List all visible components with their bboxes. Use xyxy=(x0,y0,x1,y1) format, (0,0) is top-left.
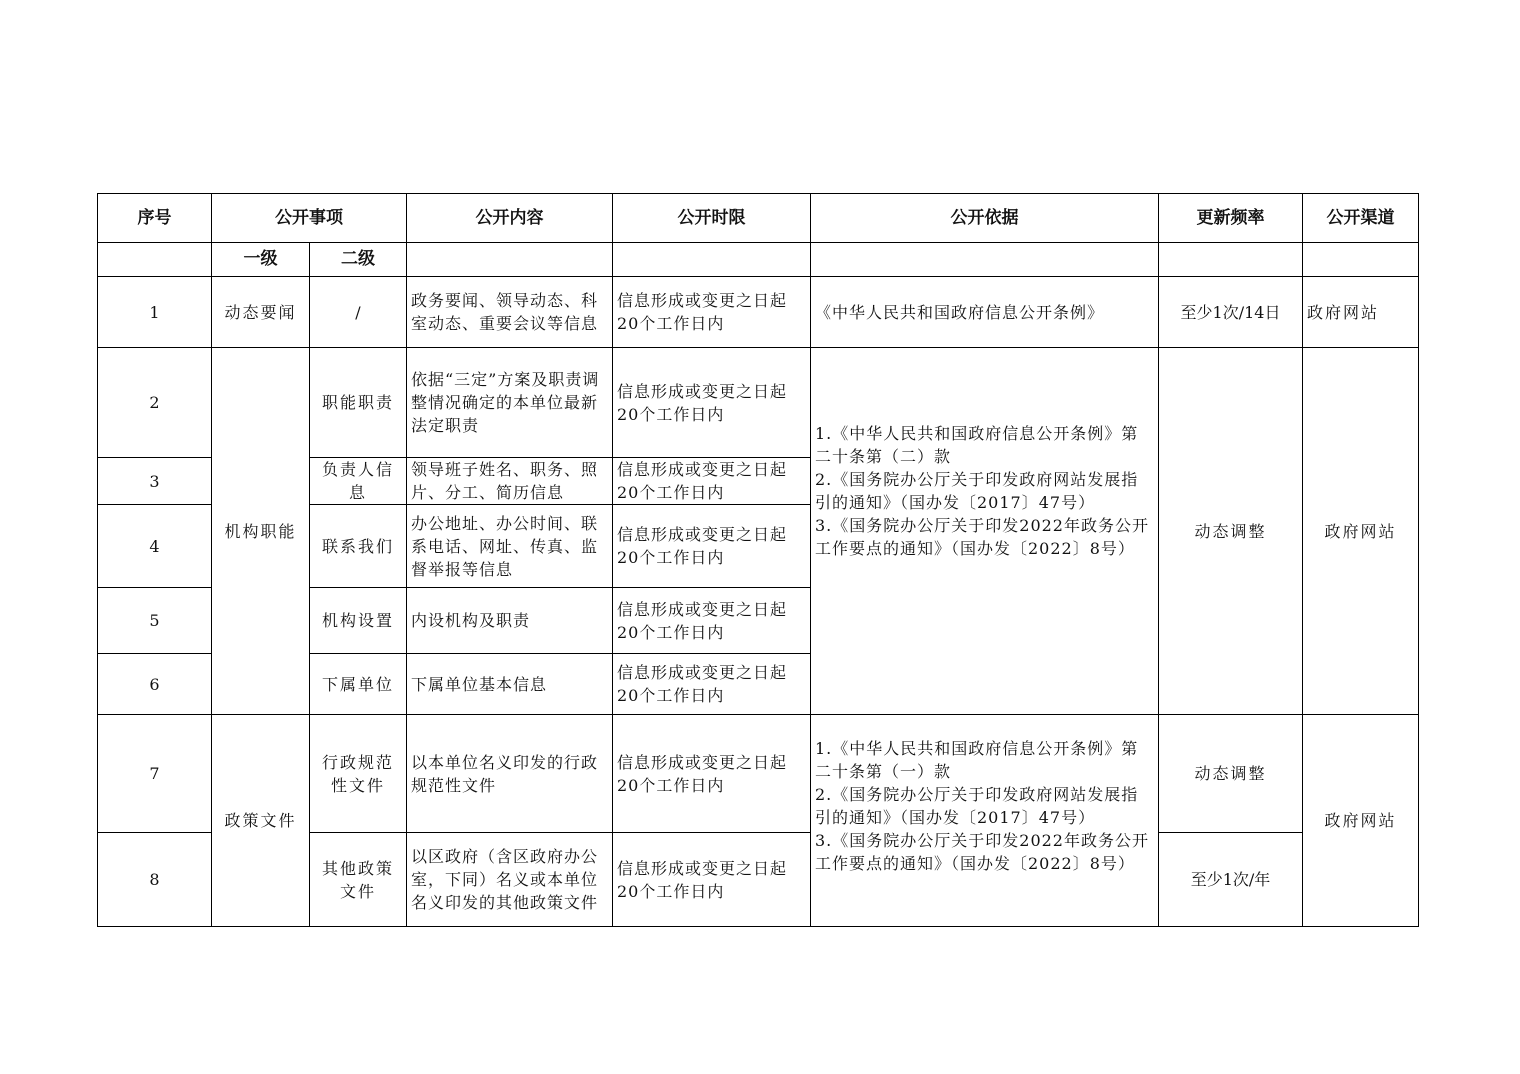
level2-cell: / xyxy=(310,277,407,348)
basis-line: 1.《中华人民共和国政府信息公开条例》第二十条第（二）款 xyxy=(815,424,1139,466)
channel-cell: 政府网站 xyxy=(1303,348,1419,715)
header-channel: 公开渠道 xyxy=(1303,194,1419,243)
empty-cell xyxy=(811,243,1159,277)
empty-cell xyxy=(1159,243,1303,277)
level2-cell: 其他政策文件 xyxy=(310,833,407,927)
frequency-cell: 动态调整 xyxy=(1159,348,1303,715)
header-frequency: 更新频率 xyxy=(1159,194,1303,243)
basis-cell-agency xyxy=(811,348,1159,715)
basis-line: 1.《中华人民共和国政府信息公开条例》第二十条第（一）款 xyxy=(815,739,1139,781)
content-cell: 办公地址、办公时间、联系电话、网址、传真、监督举报等信息 xyxy=(407,505,613,588)
header-time-limit: 公开时限 xyxy=(613,194,811,243)
basis-cell-policy xyxy=(811,715,1159,927)
frequency-cell: 动态调整 xyxy=(1159,715,1303,833)
basis-line: 2.《国务院办公厅关于印发政府网站发展指引的通知》（国办发〔2017〕47号） xyxy=(815,470,1139,512)
level2-cell: 下属单位 xyxy=(310,654,407,715)
header-item: 公开事项 xyxy=(212,194,407,243)
level2-cell: 行政规范性文件 xyxy=(310,715,407,833)
level2-cell: 机构设置 xyxy=(310,588,407,654)
empty-cell xyxy=(407,243,613,277)
seq-cell: 3 xyxy=(98,458,212,505)
time-limit-cell: 信息形成或变更之日起20个工作日内 xyxy=(613,458,811,505)
content-cell: 下属单位基本信息 xyxy=(407,654,613,715)
time-limit-cell: 信息形成或变更之日起20个工作日内 xyxy=(613,505,811,588)
basis-cell: 《中华人民共和国政府信息公开条例》 xyxy=(811,277,1159,348)
seq-cell: 4 xyxy=(98,505,212,588)
frequency-cell: 至少1次/年 xyxy=(1159,833,1303,927)
table-row xyxy=(98,277,1419,348)
header-row xyxy=(98,194,1419,243)
content-cell: 政务要闻、领导动态、科室动态、重要会议等信息 xyxy=(407,277,613,348)
channel-cell: 政府网站 xyxy=(1303,715,1419,927)
empty-cell xyxy=(613,243,811,277)
header-content: 公开内容 xyxy=(407,194,613,243)
level1-cell: 动态要闻 xyxy=(212,277,310,348)
time-limit-cell: 信息形成或变更之日起20个工作日内 xyxy=(613,277,811,348)
frequency-cell: 至少1次/14日 xyxy=(1159,277,1303,348)
seq-cell: 7 xyxy=(98,715,212,833)
time-limit-cell: 信息形成或变更之日起20个工作日内 xyxy=(613,715,811,833)
header-basis: 公开依据 xyxy=(811,194,1159,243)
content-cell: 领导班子姓名、职务、照片、分工、简历信息 xyxy=(407,458,613,505)
empty-cell xyxy=(98,243,212,277)
level1-cell: 机构职能 xyxy=(212,348,310,715)
level2-cell: 联系我们 xyxy=(310,505,407,588)
level1-cell: 政策文件 xyxy=(212,715,310,927)
seq-cell: 2 xyxy=(98,348,212,458)
header-seq: 序号 xyxy=(98,194,212,243)
content-cell: 内设机构及职责 xyxy=(407,588,613,654)
time-limit-cell: 信息形成或变更之日起20个工作日内 xyxy=(613,588,811,654)
seq-cell: 8 xyxy=(98,833,212,927)
subheader-level1: 一级 xyxy=(212,243,310,277)
seq-cell: 5 xyxy=(98,588,212,654)
basis-line: 3.《国务院办公厅关于印发2022年政务公开工作要点的通知》（国办发〔2022〕8号） xyxy=(815,516,1149,558)
level2-cell: 负责人信息 xyxy=(310,458,407,505)
seq-cell: 6 xyxy=(98,654,212,715)
basis-line: 3.《国务院办公厅关于印发2022年政务公开工作要点的通知》（国办发〔2022〕8号） xyxy=(815,831,1149,873)
content-cell: 依据“三定”方案及职责调整情况确定的本单位最新法定职责 xyxy=(407,348,613,458)
content-cell: 以区政府（含区政府办公室，下同）名义或本单位名义印发的其他政策文件 xyxy=(407,833,613,927)
subheader-row xyxy=(98,243,1419,277)
table-row xyxy=(98,348,1419,458)
channel-cell: 政府网站 xyxy=(1303,277,1419,348)
time-limit-cell: 信息形成或变更之日起20个工作日内 xyxy=(613,654,811,715)
subheader-level2: 二级 xyxy=(310,243,407,277)
basis-line: 2.《国务院办公厅关于印发政府网站发展指引的通知》（国办发〔2017〕47号） xyxy=(815,785,1139,827)
table-row xyxy=(98,715,1419,833)
time-limit-cell: 信息形成或变更之日起20个工作日内 xyxy=(613,833,811,927)
content-cell: 以本单位名义印发的行政规范性文件 xyxy=(407,715,613,833)
time-limit-cell: 信息形成或变更之日起20个工作日内 xyxy=(613,348,811,458)
level2-cell: 职能职责 xyxy=(310,348,407,458)
disclosure-table xyxy=(97,193,1419,927)
seq-cell: 1 xyxy=(98,277,212,348)
empty-cell xyxy=(1303,243,1419,277)
